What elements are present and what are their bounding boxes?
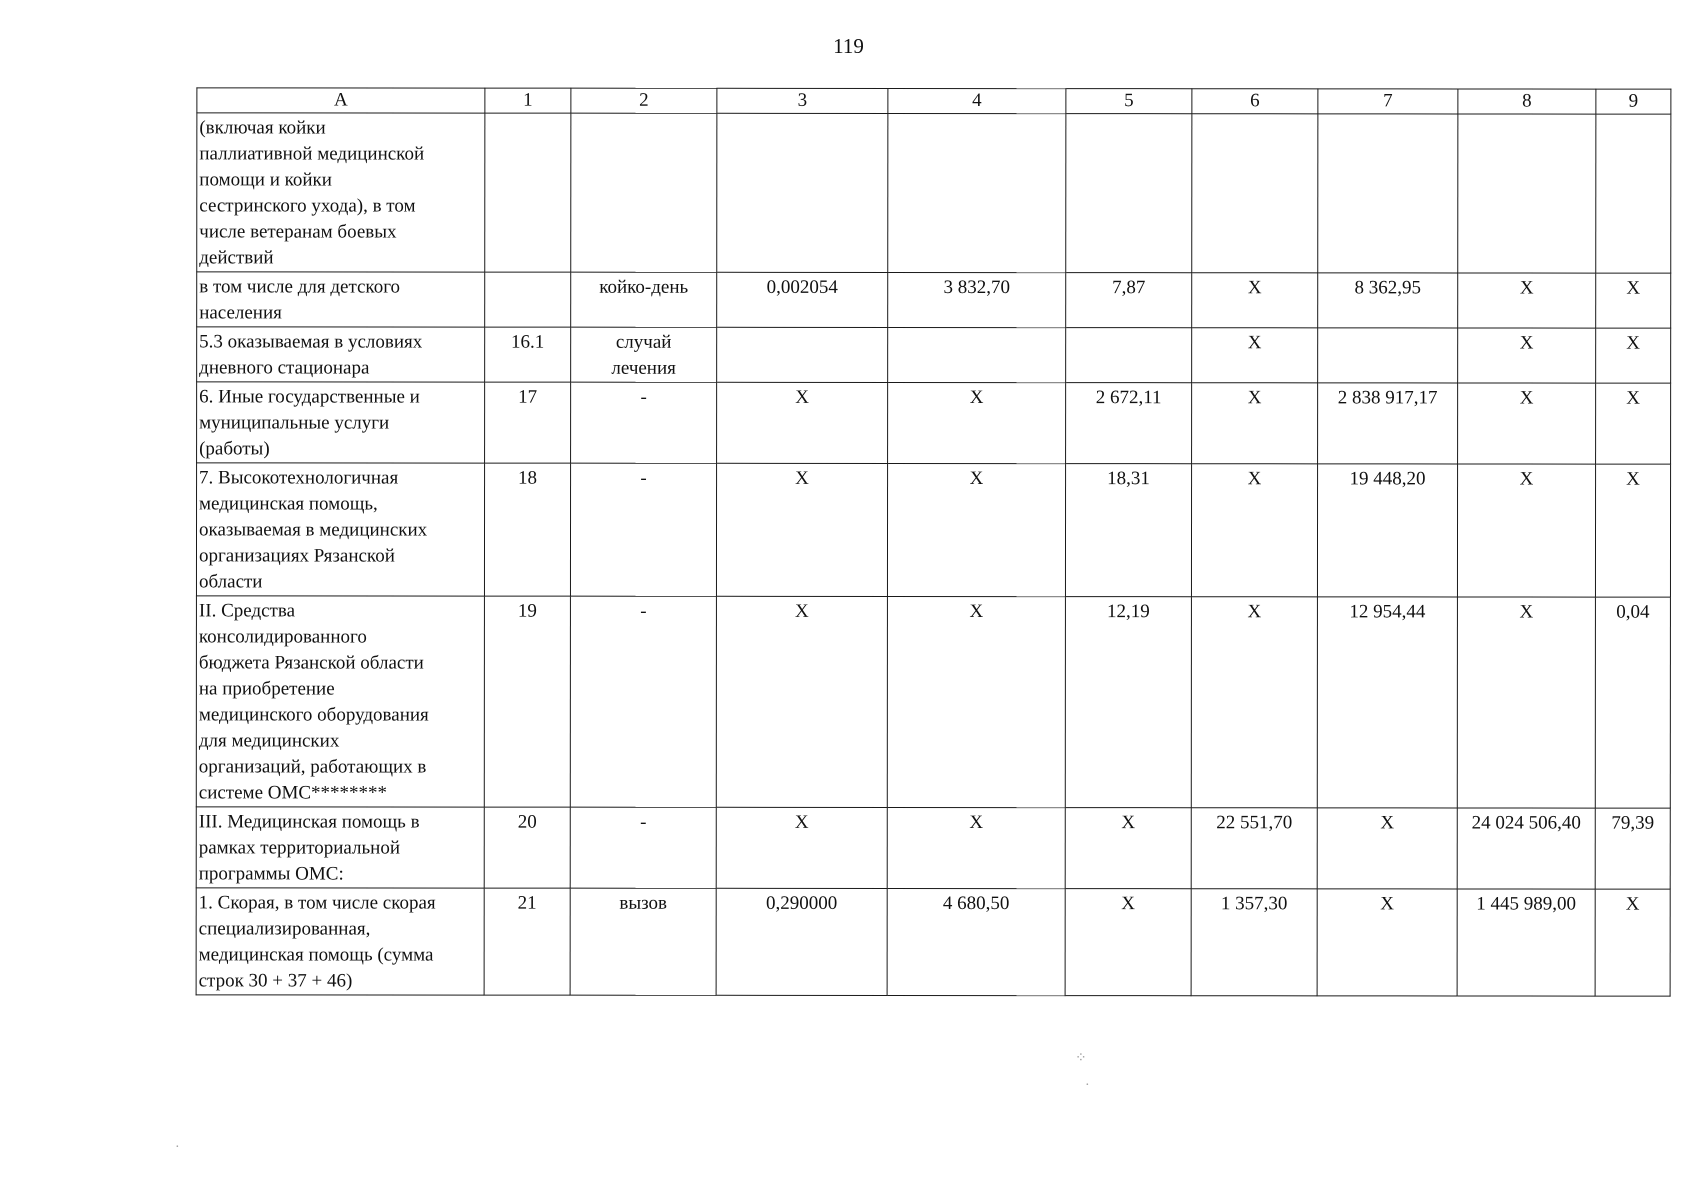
table-cell [1192, 114, 1318, 273]
table-cell: 19 [484, 596, 570, 807]
table-cell: Х [1458, 383, 1596, 464]
table-cell: 20 [484, 807, 570, 888]
row-name-cell [196, 596, 484, 807]
table-cell: Х [1458, 273, 1596, 328]
table-cell [717, 113, 888, 272]
header-cell-8: 8 [1458, 89, 1596, 114]
table-cell: Х [1192, 383, 1318, 464]
table-cell: - [570, 463, 716, 596]
table-cell: - [571, 382, 717, 463]
table-cell [1596, 114, 1671, 273]
table-cell: 22 551,70 [1191, 808, 1317, 889]
table-cell: Х [1192, 273, 1318, 328]
table-cell: Х [1065, 808, 1191, 889]
table-cell [888, 327, 1066, 382]
header-cell-5: 5 [1066, 89, 1192, 114]
table-cell [485, 272, 571, 327]
table-cell [571, 113, 717, 272]
row-name-cell [197, 382, 485, 463]
row-name-text: II. Средства консолидированного бюджета Рязанской области на приобретение медицинского оборудования для медицинских организаций, работающих в системе ОМС******** [198, 600, 429, 804]
row-name-text: 6. Иные государственные и муниципальные услуги (работы) [199, 386, 420, 460]
table-row [196, 596, 1670, 808]
header-cell-9: 9 [1596, 89, 1671, 114]
row-name-text: 5.3 оказываемая в условиях дневного стационара [199, 331, 423, 379]
table-cell: вызов [570, 888, 716, 995]
table-cell: 17 [485, 382, 571, 463]
table-cell: Х [1596, 328, 1671, 383]
row-name-cell [197, 272, 485, 327]
table-cell: Х [1191, 597, 1317, 808]
table-cell: Х [887, 463, 1065, 596]
table-cell [717, 327, 888, 382]
table-cell: Х [1191, 464, 1317, 597]
table-cell: 2 838 917,17 [1318, 383, 1458, 464]
table-cell: Х [1457, 597, 1595, 808]
table-row [197, 113, 1671, 273]
table-cell: 4 680,50 [887, 888, 1065, 995]
row-name-cell [196, 463, 484, 596]
row-name-text: III. Медицинская помощь в рамках территориальной программы ОМС: [198, 811, 420, 885]
table-cell [1318, 114, 1458, 273]
table-cell: Х [716, 807, 887, 888]
header-cell-3: 3 [717, 88, 888, 113]
table-row [196, 888, 1670, 996]
row-name-text: 7. Высокотехнологичная медицинская помощь, оказываемая в медицинских организациях Рязанской области [198, 467, 428, 593]
table-cell: койко-день [571, 272, 717, 327]
table-cell: Х [1065, 889, 1191, 996]
table-row [196, 463, 1670, 597]
table-cell: Х [717, 382, 888, 463]
table-cell: 1 445 989,00 [1457, 889, 1595, 996]
table-cell: Х [888, 382, 1066, 463]
row-name-cell [196, 807, 484, 888]
row-name-cell [196, 888, 484, 995]
table-cell: Х [1457, 464, 1595, 597]
table-cell: Х [1317, 808, 1457, 889]
table-cell [485, 113, 571, 272]
scan-artifact: ⁘ [1075, 1051, 1087, 1066]
data-table [196, 87, 1672, 996]
table-cell [571, 327, 717, 382]
page-number: 119 [833, 34, 864, 58]
table-cell: Х [1596, 273, 1671, 328]
table-cell: Х [1595, 464, 1670, 597]
table-cell: 24 024 506,40 [1457, 808, 1595, 889]
table-cell: 12,19 [1065, 597, 1191, 808]
table-cell: 12 954,44 [1317, 597, 1457, 808]
row-name-cell [197, 113, 485, 272]
table-cell [1458, 114, 1596, 273]
header-cell-2: 2 [571, 88, 717, 113]
table-cell: Х [716, 596, 887, 807]
table-cell: 1 357,30 [1191, 889, 1317, 996]
table-cell: 0,04 [1595, 597, 1670, 808]
table-row [197, 382, 1671, 464]
table-cell: - [570, 596, 716, 807]
table-cell: Х [887, 807, 1065, 888]
table-row [196, 807, 1670, 889]
table-cell: 3 832,70 [888, 272, 1066, 327]
table-cell: 0,290000 [716, 888, 887, 995]
table-cell: Х [1192, 328, 1318, 383]
table-cell: Х [887, 596, 1065, 807]
table-cell [1066, 328, 1192, 383]
table-cell: Х [1317, 889, 1457, 996]
table-cell: 8 362,95 [1318, 273, 1458, 328]
table-row [197, 272, 1671, 328]
table-cell [1318, 328, 1458, 383]
header-cell-7: 7 [1318, 89, 1458, 114]
table-cell: 19 448,20 [1317, 464, 1457, 597]
header-cell-4: 4 [888, 88, 1066, 113]
table-cell: Х [716, 463, 887, 596]
table-cell: 2 672,11 [1066, 383, 1192, 464]
table-cell: Х [1458, 328, 1596, 383]
table-cell: Х [1595, 889, 1670, 996]
header-cell-a: А [197, 88, 485, 113]
table-cell: 7,87 [1066, 273, 1192, 328]
row-name-cell [197, 327, 485, 382]
row-name-text: в том числе для детского населения [199, 276, 401, 324]
table-cell: 18 [484, 463, 570, 596]
table-cell [1066, 114, 1192, 273]
table-cell: 18,31 [1065, 464, 1191, 597]
table-cell: - [570, 807, 716, 888]
table-cell [888, 113, 1066, 272]
unit-text: случай лечения [611, 331, 676, 379]
table-cell: 0,002054 [717, 272, 888, 327]
row-name-text: (включая койки паллиативной медицинской помощи и койки сестринского ухода), в том числе ветеранам боевых действий [199, 117, 425, 269]
table-cell: Х [1596, 383, 1671, 464]
header-row [197, 88, 1671, 114]
table-cell: 79,39 [1595, 808, 1670, 889]
table-cell: 21 [484, 888, 570, 995]
header-cell-1: 1 [485, 88, 571, 113]
table-cell: 16.1 [485, 327, 571, 382]
table-row [197, 327, 1671, 383]
header-cell-6: 6 [1192, 89, 1318, 114]
scan-artifact: · [1085, 1078, 1090, 1093]
row-name-text: 1. Скорая, в том числе скорая специализированная, медицинская помощь (сумма строк 30 + 37 + 46) [198, 892, 436, 992]
scan-artifact: · [175, 1140, 180, 1155]
